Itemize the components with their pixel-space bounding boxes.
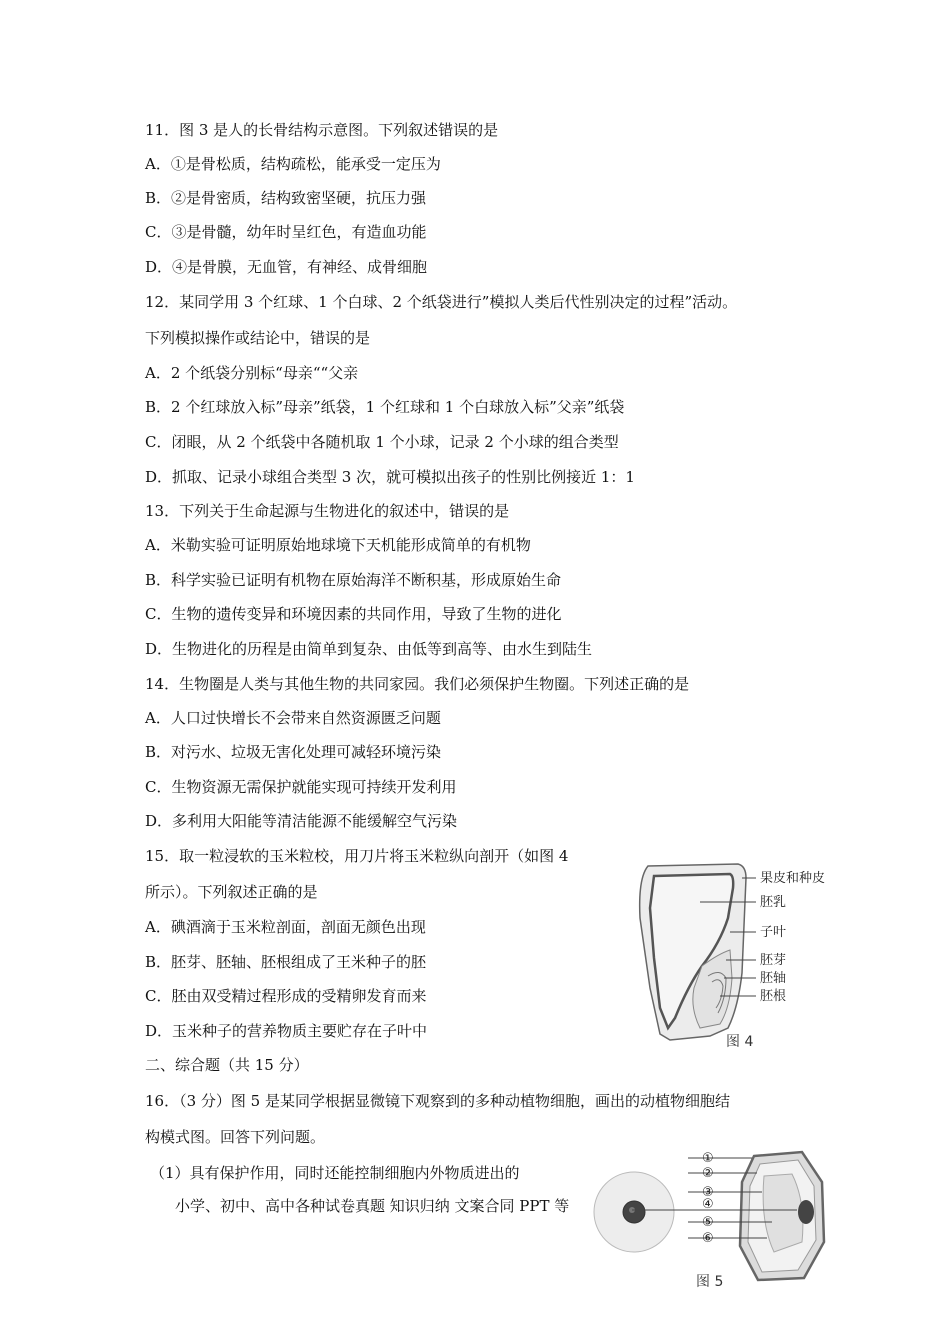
watermark-text: 小学、初中、高中各种试卷真题 知识归纳 文案合同 PPT 等 (175, 1197, 570, 1215)
q11-stem: 11．图 3 是人的长骨结构示意图。下列叙述错误的是 (145, 121, 499, 139)
q13-option-c: C．生物的遗传变异和环境因素的共同作用，导致了生物的进化 (145, 605, 562, 623)
fig4-label-cotyledon: 子叶 (760, 925, 787, 940)
q11-option-a: A．①是骨松质，结构疏松，能承受一定压为 (145, 155, 441, 173)
figure-5-cells (592, 1142, 860, 1292)
fig5-label-3: ③ (702, 1185, 714, 1200)
plant-nucleus (798, 1200, 814, 1224)
q13-option-a: A．米勒实验可证明原始地球境下天机能形成简单的有机物 (145, 536, 531, 554)
fig5-caption: 图 5 (696, 1274, 724, 1290)
q16-sub1: （1）具有保护作用，同时还能控制细胞内外物质进出的 (150, 1164, 520, 1182)
q14-stem: 14．生物圈是人类与其他生物的共同家园。我们必须保护生物圈。下列述正确的是 (145, 675, 690, 693)
q15-option-b: B．胚芽、胚轴、胚根组成了王米种子的胚 (145, 953, 427, 971)
q14-option-a: A．人口过快增长不会带来自然资源匮乏问题 (145, 709, 441, 727)
q13-stem: 13．下列关于生命起源与生物进化的叙述中，错误的是 (145, 502, 510, 520)
q11-option-d: D．④是骨膜，无血管，有神经、成骨细胞 (145, 258, 428, 276)
fig5-label-5: ⑤ (702, 1215, 714, 1230)
fig4-caption: 图 4 (726, 1034, 754, 1050)
fig4-label-hypocotyl: 胚轴 (760, 971, 787, 986)
q12-stem-continued: 下列模拟操作或结论中，错误的是 (145, 329, 371, 347)
fig5-label-4: ④ (702, 1197, 714, 1212)
q15-stem: 15．取一粒浸软的玉米粒校，用刀片将玉米粒纵向剖开（如图 4 (145, 847, 569, 865)
fig5-label-2: ② (702, 1166, 714, 1181)
q13-option-b: B．科学实验已证明有机物在原始海洋不断积基，形成原始生命 (145, 571, 562, 589)
q15-option-a: A．碘酒滴于玉米粒剖面，剖面无颜色出现 (145, 918, 426, 936)
q15-option-c: C．胚由双受精过程形成的受精卵发育而来 (145, 987, 427, 1005)
q12-option-a: A．2 个纸袋分别标“母亲““父亲 (145, 364, 359, 382)
q14-option-c: C．生物资源无需保护就能实现可持续开发利用 (145, 778, 457, 796)
q16-stem-continued: 构模式图。回答下列问题。 (145, 1128, 326, 1146)
figure-4-corn-kernel (630, 858, 860, 1058)
q11-option-c: C．③是骨髓，幼年时呈红色，有造血功能 (145, 223, 427, 241)
fig4-label-radicle: 胚根 (760, 989, 787, 1004)
q11-option-b: B．②是骨密质，结构致密坚硬，抗压力强 (145, 189, 427, 207)
fig4-label-plumule: 胚芽 (760, 953, 787, 968)
q14-option-b: B．对污水、垃圾无害化处理可减轻环境污染 (145, 743, 442, 761)
q16-stem: 16．（3 分）图 5 是某同学根据显微镜下观察到的多种动植物细胞，画出的动植物细胞结 (145, 1092, 730, 1110)
section-heading: 二、综合题（共 15 分） (145, 1056, 309, 1074)
q15-stem-continued: 所示）。下列叙述正确的是 (145, 883, 318, 901)
fig4-label-endosperm: 胚乳 (760, 895, 787, 910)
q12-option-d: D．抓取、记录小球组合类型 3 次，就可模拟出孩子的性别比例接近 1：1 (145, 468, 635, 486)
fig5-label-6: ⑥ (702, 1231, 714, 1246)
q12-stem: 12．某同学用 3 个红球、1 个白球、2 个纸袋进行”模拟人类后代性别决定的过程”活动。 (145, 293, 738, 311)
q13-option-d: D．生物进化的历程是由简单到复杂、由低等到高等、由水生到陆生 (145, 640, 593, 658)
q14-option-d: D．多利用大阳能等清洁能源不能缓解空气污染 (145, 812, 458, 830)
fig4-label-pericarp: 果皮和种皮 (760, 871, 826, 886)
plant-vacuole (763, 1174, 803, 1252)
q15-option-d: D．玉米种子的营养物质主要贮存在子叶中 (145, 1022, 428, 1040)
fig5-label-1: ① (702, 1151, 714, 1166)
q12-option-c: C．闭眼，从 2 个纸袋中各随机取 1 个小球，记录 2 个小球的组合类型 (145, 433, 619, 451)
q12-option-b: B．2 个红球放入标”母亲”纸袋，1 个红球和 1 个白球放入标”父亲”纸袋 (145, 398, 625, 416)
